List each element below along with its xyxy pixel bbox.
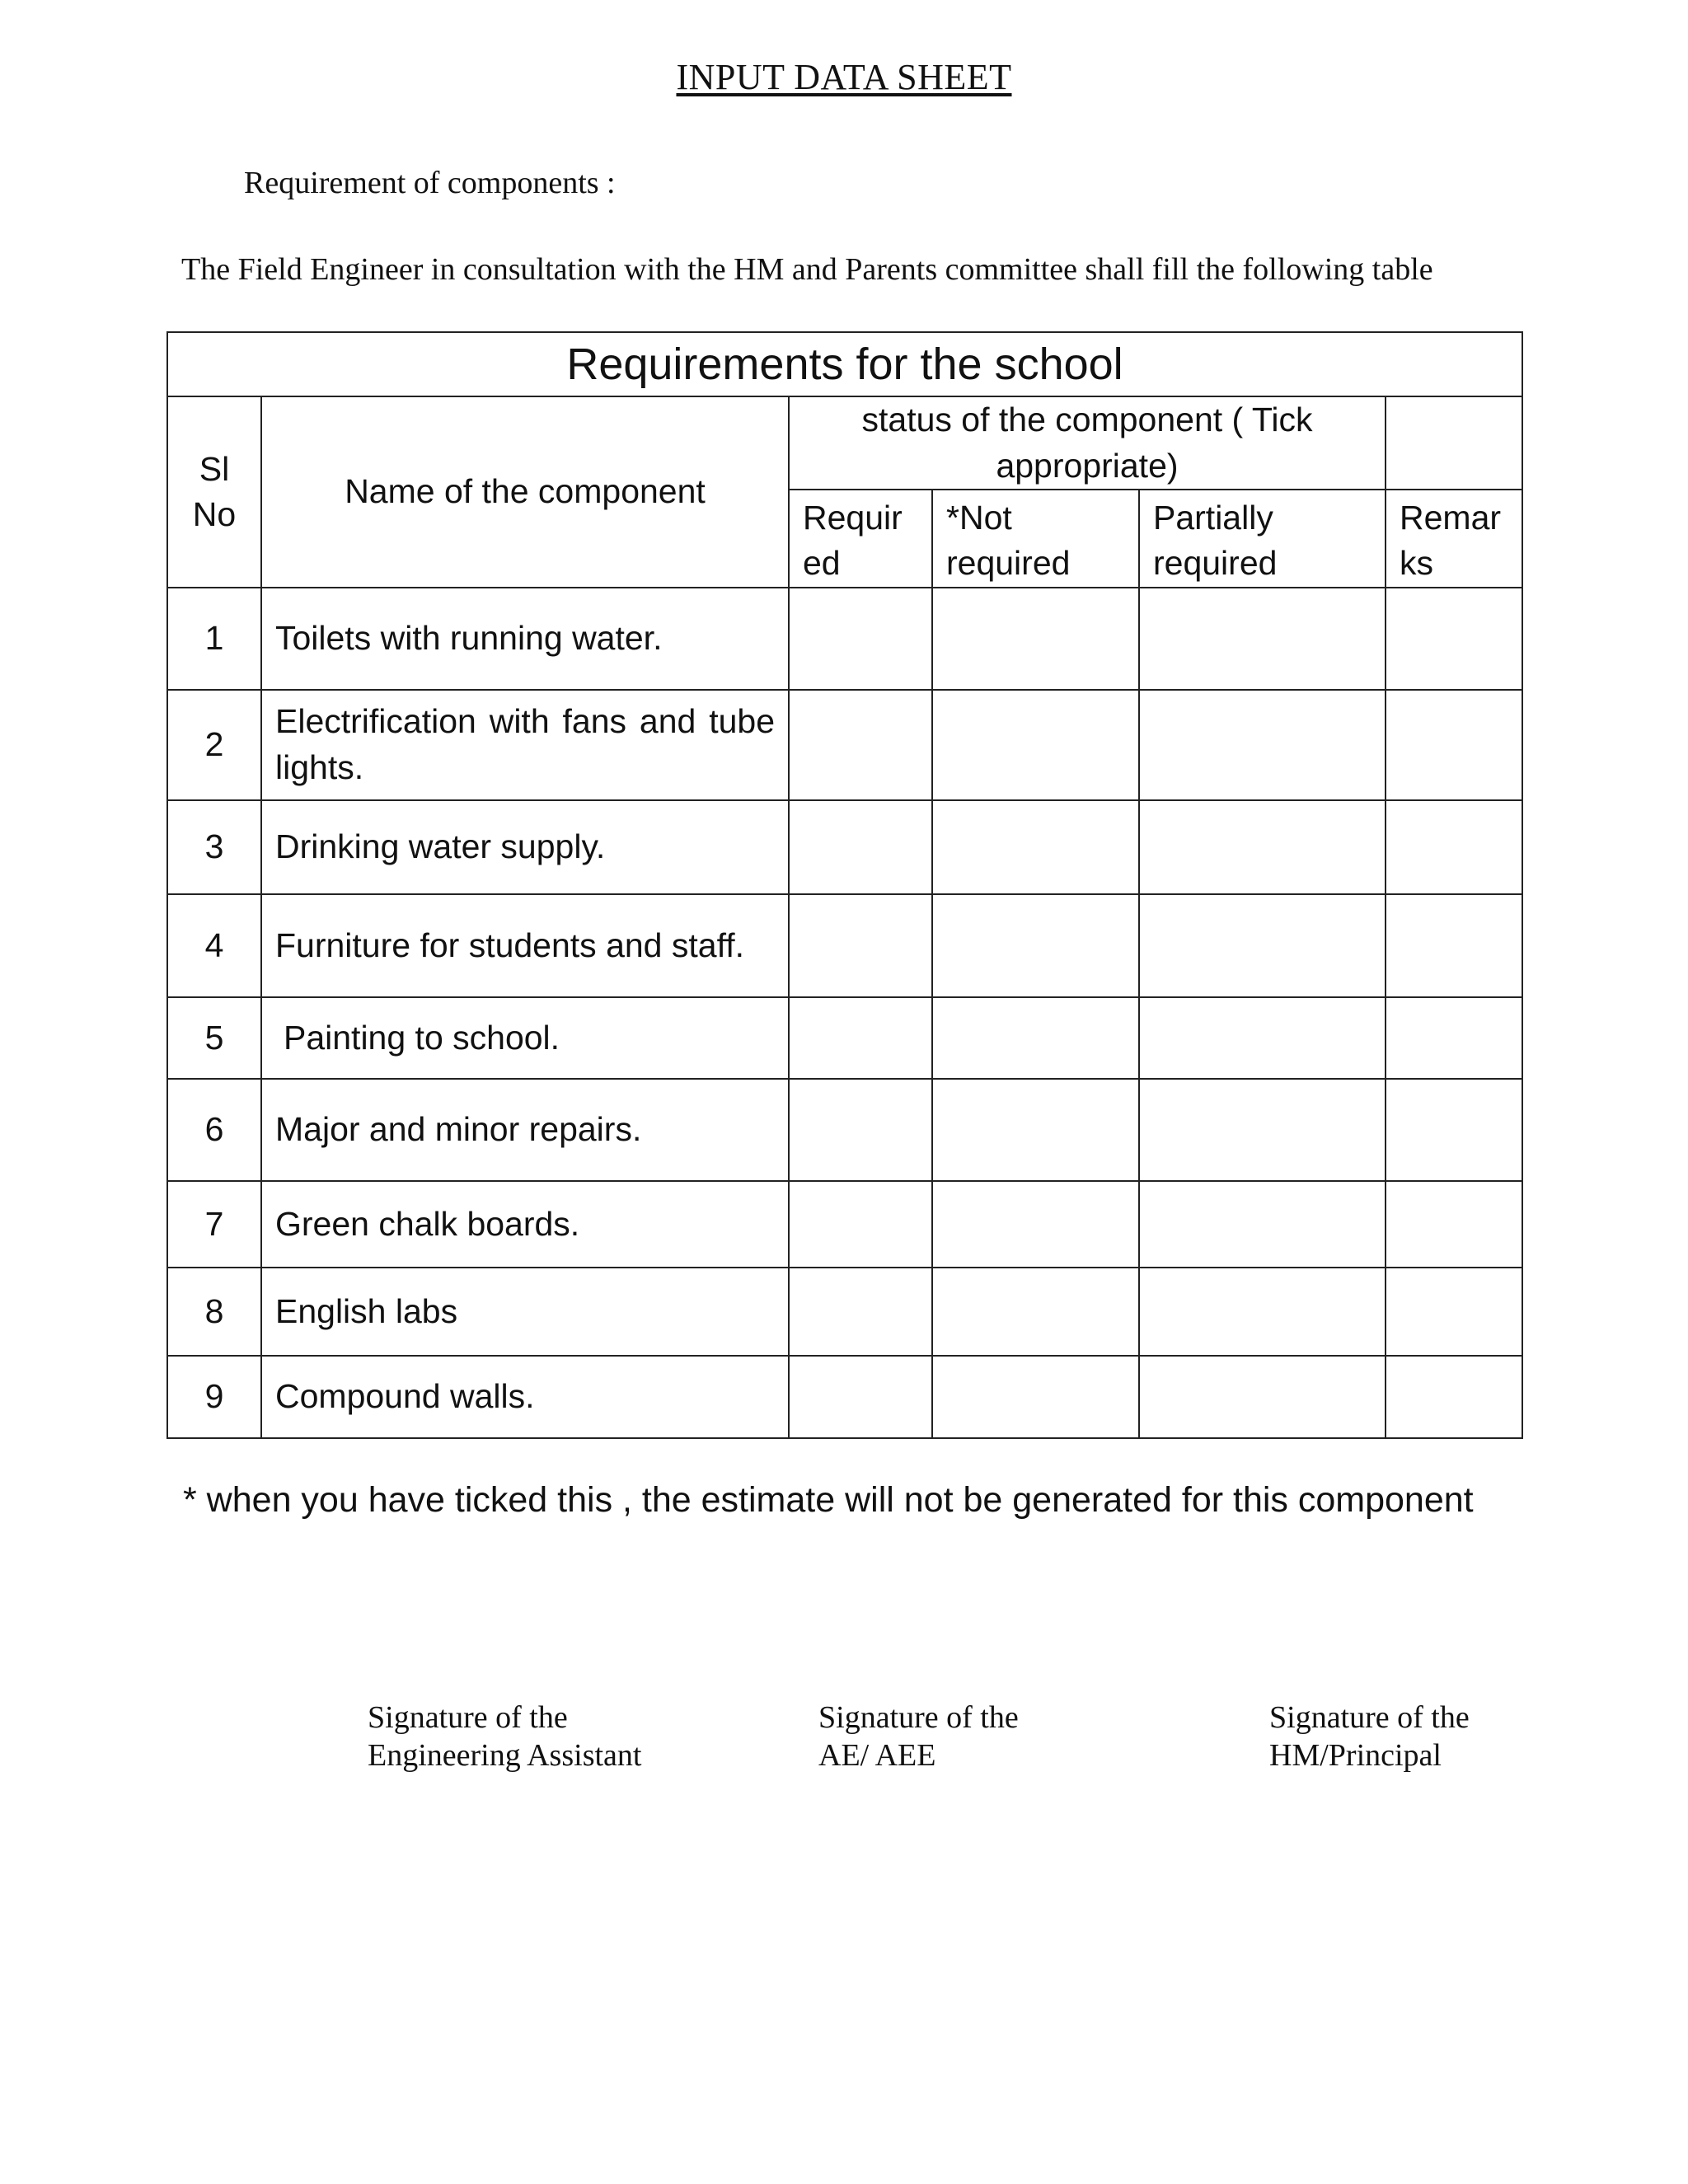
required-checkbox-cell[interactable] xyxy=(789,894,932,997)
table-row xyxy=(167,690,1522,800)
table-row xyxy=(167,588,1522,690)
row-sl: 2 xyxy=(167,690,261,800)
remarks-cell[interactable] xyxy=(1386,1356,1522,1438)
not-required-checkbox-cell[interactable] xyxy=(932,588,1139,690)
table-row xyxy=(167,1268,1522,1356)
footnote: * when you have ticked this , the estimate will not be generated for this component xyxy=(183,1480,1474,1520)
required-checkbox-cell[interactable] xyxy=(789,588,932,690)
partially-required-checkbox-cell[interactable] xyxy=(1139,894,1386,997)
not-required-checkbox-cell[interactable] xyxy=(932,800,1139,894)
signature-role: Engineering Assistant xyxy=(368,1737,642,1773)
table-row xyxy=(167,800,1522,894)
row-sl: 1 xyxy=(167,588,261,690)
remarks-cell[interactable] xyxy=(1386,1181,1522,1268)
row-sl: 5 xyxy=(167,997,261,1079)
required-checkbox-cell[interactable] xyxy=(789,800,932,894)
table-row xyxy=(167,1079,1522,1181)
header-not-required: *Not required xyxy=(932,490,1139,588)
row-component-name: Painting to school. xyxy=(261,997,789,1079)
header-blank-cell xyxy=(1386,396,1522,490)
row-sl: 8 xyxy=(167,1268,261,1356)
partially-required-checkbox-cell[interactable] xyxy=(1139,1181,1386,1268)
remarks-cell[interactable] xyxy=(1386,588,1522,690)
row-sl: 7 xyxy=(167,1181,261,1268)
page-title: INPUT DATA SHEET xyxy=(676,57,1012,97)
required-checkbox-cell[interactable] xyxy=(789,997,932,1079)
signature-hm-principal xyxy=(1269,1699,1470,1774)
row-component-name: Major and minor repairs. xyxy=(261,1079,789,1181)
remarks-cell[interactable] xyxy=(1386,997,1522,1079)
partially-required-checkbox-cell[interactable] xyxy=(1139,1268,1386,1356)
partially-required-checkbox-cell[interactable] xyxy=(1139,800,1386,894)
not-required-checkbox-cell[interactable] xyxy=(932,1181,1139,1268)
table-caption: Requirements for the school xyxy=(167,332,1522,396)
not-required-checkbox-cell[interactable] xyxy=(932,1356,1139,1438)
required-checkbox-cell[interactable] xyxy=(789,1181,932,1268)
header-sl-no: Sl No xyxy=(167,396,261,588)
header-partially-required: Partially required xyxy=(1139,490,1386,588)
signature-label: Signature of the xyxy=(368,1700,568,1735)
not-required-checkbox-cell[interactable] xyxy=(932,997,1139,1079)
table-row xyxy=(167,1356,1522,1438)
signature-ae-aee xyxy=(818,1699,1019,1774)
header-remarks: Remar ks xyxy=(1386,490,1522,588)
signature-engineering-assistant xyxy=(368,1699,641,1774)
signature-role: HM/Principal xyxy=(1269,1737,1442,1773)
signature-label: Signature of the xyxy=(1269,1700,1470,1735)
section-subheading: Requirement of components : xyxy=(244,166,616,200)
row-sl: 3 xyxy=(167,800,261,894)
partially-required-checkbox-cell[interactable] xyxy=(1139,997,1386,1079)
required-checkbox-cell[interactable] xyxy=(789,1079,932,1181)
row-component-name: Green chalk boards. xyxy=(261,1181,789,1268)
not-required-checkbox-cell[interactable] xyxy=(932,690,1139,800)
header-required: Requir ed xyxy=(789,490,932,588)
row-sl: 6 xyxy=(167,1079,261,1181)
required-checkbox-cell[interactable] xyxy=(789,690,932,800)
row-component-name: Furniture for students and staff. xyxy=(261,894,789,997)
row-component-name: Drinking water supply. xyxy=(261,800,789,894)
row-component-name: Toilets with running water. xyxy=(261,588,789,690)
signature-role: AE/ AEE xyxy=(818,1737,936,1773)
remarks-cell[interactable] xyxy=(1386,894,1522,997)
table-row xyxy=(167,894,1522,997)
requirements-table xyxy=(166,331,1523,1439)
not-required-checkbox-cell[interactable] xyxy=(932,1079,1139,1181)
partially-required-checkbox-cell[interactable] xyxy=(1139,1079,1386,1181)
remarks-cell[interactable] xyxy=(1386,1268,1522,1356)
partially-required-checkbox-cell[interactable] xyxy=(1139,1356,1386,1438)
required-checkbox-cell[interactable] xyxy=(789,1268,932,1356)
not-required-checkbox-cell[interactable] xyxy=(932,894,1139,997)
remarks-cell[interactable] xyxy=(1386,800,1522,894)
header-component-name: Name of the component xyxy=(261,396,789,588)
row-sl: 9 xyxy=(167,1356,261,1438)
partially-required-checkbox-cell[interactable] xyxy=(1139,690,1386,800)
required-checkbox-cell[interactable] xyxy=(789,1356,932,1438)
table-row xyxy=(167,997,1522,1079)
row-component-name: Compound walls. xyxy=(261,1356,789,1438)
partially-required-checkbox-cell[interactable] xyxy=(1139,588,1386,690)
remarks-cell[interactable] xyxy=(1386,1079,1522,1181)
table-row xyxy=(167,1181,1522,1268)
remarks-cell[interactable] xyxy=(1386,690,1522,800)
row-component-name: Electrification with fans and tube lights. xyxy=(261,690,789,800)
row-component-name: English labs xyxy=(261,1268,789,1356)
instruction-text: The Field Engineer in consultation with the HM and Parents committee shall fill the following table xyxy=(181,252,1433,287)
row-sl: 4 xyxy=(167,894,261,997)
signature-label: Signature of the xyxy=(818,1700,1019,1735)
not-required-checkbox-cell[interactable] xyxy=(932,1268,1139,1356)
header-status: status of the component ( Tick appropriate) xyxy=(789,396,1386,490)
